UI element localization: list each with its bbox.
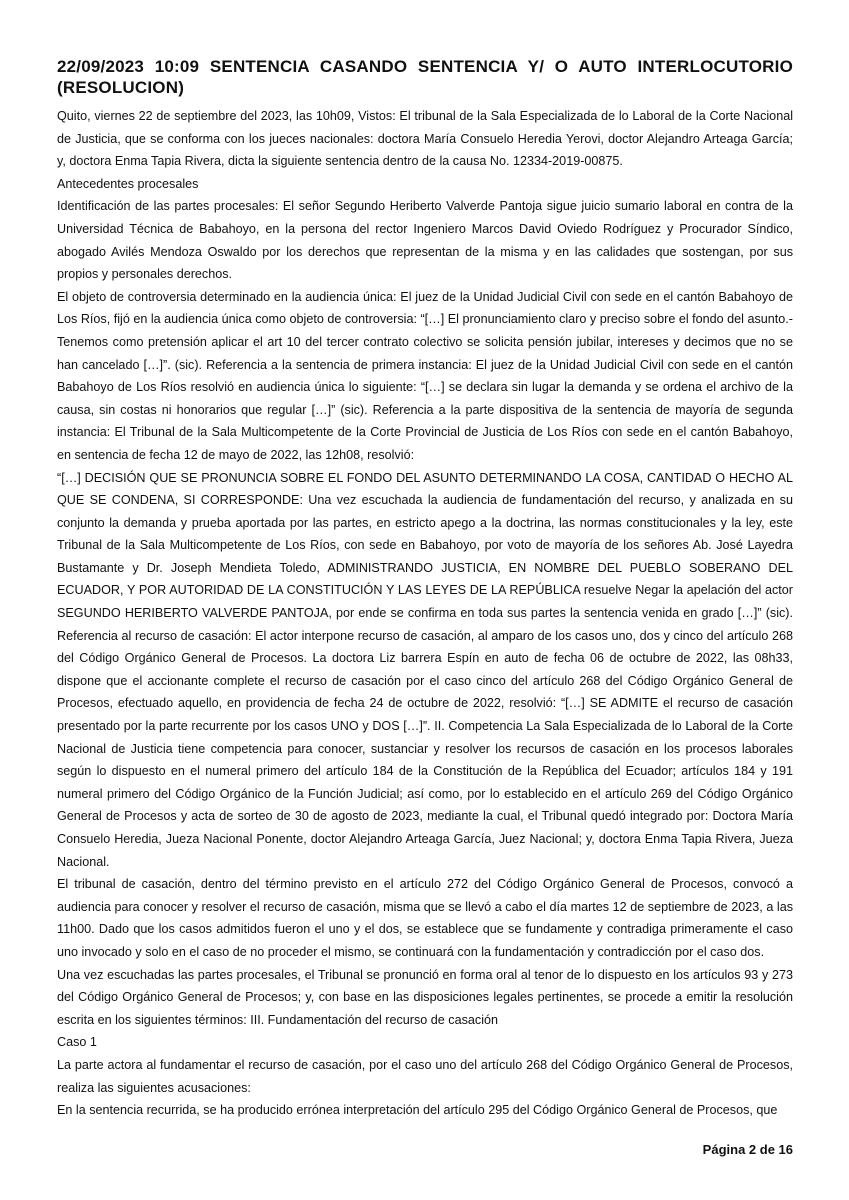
paragraph-identificacion: Identificación de las partes procesales: El señor Segundo Heriberto Valverde Pantoja sigue juicio sumario laboral en contra de la Universidad Técnica de Babahoyo, en la persona del rector Ingeniero Marcos David Oviedo Rodríguez y Procurador Síndico, abogado Avilés Mendoza Oswaldo por los derechos que representan de la misma y en las calidades que sostengan, por sus propios y personales derechos. bbox=[57, 199, 793, 282]
paragraph-heading-antecedentes: Antecedentes procesales bbox=[57, 176, 199, 191]
paragraph-vistos: Quito, viernes 22 de septiembre del 2023, las 10h09, Vistos: El tribunal de la Sala Especializada de lo Laboral de la Corte Nacional de Justicia, que se conforma con los jueces nacionales: doctora María Consuelo Heredia Yerovi, doctor Alejandro Arteaga García; y, doctora Enma Tapia Rivera, dicta la siguiente sentencia dentro de la causa No. 12334-2019-00875. bbox=[57, 109, 793, 169]
paragraph-fundamentacion: La parte actora al fundamentar el recurso de casación, por el caso uno del artículo 268 del Código Orgánico General de Procesos, realiza las siguientes acusaciones: bbox=[57, 1057, 793, 1095]
document-page bbox=[57, 56, 793, 1122]
paragraph-decision-competencia: “[…] DECISIÓN QUE SE PRONUNCIA SOBRE EL FONDO DEL ASUNTO DETERMINANDO LA COSA, CANTIDAD O HECHO AL QUE SE CONDENA, SI CORRESPONDE: Una vez escuchada la audiencia de fundamentación del recurso, y analizada en su conjunto la demanda y prueba aportada por las partes, en estricto apego a la doctrina, las normas constitucionales y la ley, este Tribunal de la Sala Multicompetente de Los Ríos, con sede en Babahoyo, por voto de mayoría de los señores Ab. José Layedra Bustamante y Dr. Joseph Mendieta Toledo, ADMINISTRANDO JUSTICIA, EN NOMBRE DEL PUEBLO SOBERANO DEL ECUADOR, Y POR AUTORIDAD DE LA CONSTITUCIÓN Y LAS LEYES DE LA REPÚBLICA resuelve Negar la apelación del actor SEGUNDO HERIBERTO VALVERDE PANTOJA, por ende se confirma en toda sus partes la sentencia venida en grado […]” (sic). Referencia al recurso de casación: El actor interpone recurso de casación, al amparo de los casos uno, dos y cinco del artículo 268 del Código Orgánico General de Procesos. La doctora Liz barrera Espín en auto de fecha 06 de octubre de 2022, las 08h33, dispone que el accionante complete el recurso de casación por el caso cinco del artículo 268 del Código Orgánico General de Procesos, efectuado aquello, en providencia de fecha 24 de octubre de 2022, resolvió: “[…] SE ADMITE el recurso de casación presentado por la parte recurrente por los casos UNO y DOS […]”. II. Competencia La Sala Especializada de lo Laboral de la Corte Nacional de Justicia tiene competencia para conocer, sustanciar y resolver los recursos de casación en los procesos laborales según lo dispuesto en el numeral primero del artículo 184 de la Constitución de la República del Ecuador; artículos 184 y 191 numeral primero del Código Orgánico de la Función Judicial; así como, por lo establecido en el artículo 269 del Código Orgánico General de Procesos y acta de sorteo de 30 de agosto de 2023, mediante la cual, el Tribunal quedó integrado por: Doctora María Consuelo Heredia, Jueza Nacional Ponente, doctor Alejandro Arteaga García, Juez Nacional; y, doctora Enma Tapia Rivera, Jueza Nacional. bbox=[57, 470, 793, 869]
paragraph-objeto-controversia: El objeto de controversia determinado en la audiencia única: El juez de la Unidad Judicial Civil con sede en el cantón Babahoyo de Los Ríos, fijó en la audiencia única como objeto de controversia: “[…] El pronunciamiento claro y preciso sobre el fondo del asunto.- Tenemos como pretensión aplicar el art 10 del tercer contrato colectivo se solicita pensión jubilar, intereses y decimos que no se han cancelado […]”. (sic). Referencia a la sentencia de primera instancia: El juez de la Unidad Judicial Civil con sede en el cantón Babahoyo de Los Ríos resolvió en audiencia única lo siguiente: “[…] se declara sin lugar la demanda y se ordena el archivo de la causa, sin costas ni honorarios que regular […]” (sic). Referencia a la parte dispositiva de la sentencia de mayoría de segunda instancia: El Tribunal de la Sala Multicompetente de la Corte Provincial de Justicia de Los Ríos con sede en el cantón Babahoyo, en sentencia de fecha 12 de mayo de 2022, las 12h08, resolvió: bbox=[57, 289, 793, 462]
paragraph-pronunciamiento: Una vez escuchadas las partes procesales, el Tribunal se pronunció en forma oral al tenor de lo dispuesto en los artículos 93 y 273 del Código Orgánico General de Procesos; y, con base en las disposiciones legales pertinentes, se procede a emitir la resolución escrita en los siguientes términos: III. Fundamentación del recurso de casación bbox=[57, 967, 793, 1027]
document-body bbox=[57, 105, 793, 1122]
paragraph-audiencia: El tribunal de casación, dentro del término previsto en el artículo 272 del Código Orgánico General de Procesos, convocó a audiencia para conocer y resolver el recurso de casación, misma que se llevó a cabo el día martes 12 de septiembre de 2023, a las 11h00. Dado que los casos admitidos fueron el uno y el dos, se establece que se fundamente y contradiga primeramente el caso uno invocado y solo en el caso de no proceder el mismo, se continuará con la fundamentación y contradicción por el caso dos. bbox=[57, 877, 793, 959]
page-number: Página 2 de 16 bbox=[702, 1142, 793, 1157]
paragraph-heading-caso-1: Caso 1 bbox=[57, 1035, 97, 1050]
paragraph-interpretacion: En la sentencia recurrida, se ha producido errónea interpretación del artículo 295 del Código Orgánico General de Procesos, que bbox=[57, 1103, 778, 1118]
document-title: 22/09/2023 10:09 SENTENCIA CASANDO SENTENCIA Y/ O AUTO INTERLOCUTORIO (RESOLUCION) bbox=[57, 57, 793, 97]
